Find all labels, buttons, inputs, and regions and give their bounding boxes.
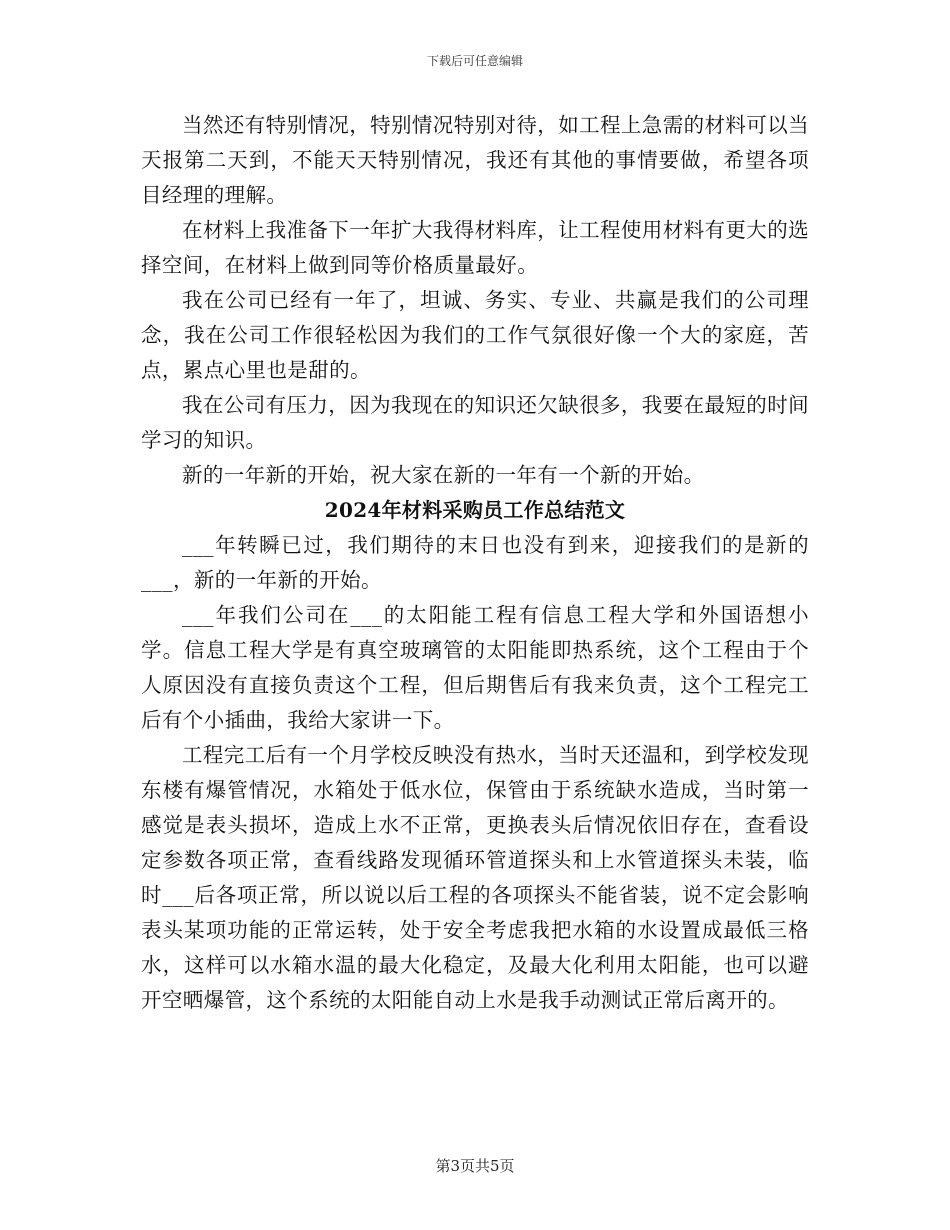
page-header: 下载后可任意编辑 (426, 54, 523, 68)
page-number-footer: 第3页共5页 (435, 1157, 515, 1175)
paragraph: 新的一年新的开始，祝大家在新的一年有一个新的开始。 (182, 463, 705, 487)
paragraph: ___年我们公司在___的太阳能工程有信息工程大学和外国语想小学。信息工程大学是有真空玻璃管的太阳能即热系统，这个工程由于个人原因没有直接负责这个工程，但后期售后有我来负责，这个工程完工后有个小插曲，我给大家讲一下。 (141, 603, 809, 732)
paragraph: 当然还有特别情况，特别情况特别对待，如工程上急需的材料可以当天报第二天到，不能天天特别情况，我还有其他的事情要做，希望各项目经理的理解。 (141, 113, 809, 207)
paragraph: ___年转瞬已过，我们期待的末日也没有到来，迎接我们的是新的___，新的一年新的开始。 (141, 533, 809, 592)
paragraph: 工程完工后有一个月学校反映没有热水，当时天还温和，到学校发现东楼有爆管情况，水箱处于低水位，保管由于系统缺水造成，当时第一感觉是表头损坏，造成上水不正常，更换表头后情况依旧存在，查看设定参数各项正常，查看线路发现循环管道探头和上水管道探头未装，临时___后各项正常，所以说以后工程的各项探头不能省装，说不定会影响表头某项功能的正常运转，处于安全考虑我把水箱的水设置成最低三格水，这样可以水箱水温的最大化稳定，及最大化利用太阳能，也可以避开空晒爆管，这个系统的太阳能自动上水是我手动测试正常后离开的。 (141, 743, 809, 1012)
paragraph: 我在公司有压力，因为我现在的知识还欠缺很多，我要在最短的时间学习的知识。 (141, 393, 809, 452)
section-title: 2024年材料采购员工作总结范文 (324, 498, 626, 522)
paragraph: 我在公司已经有一年了，坦诚、务实、专业、共赢是我们的公司理念，我在公司工作很轻松因为我们的工作气氛很好像一个大的家庭，苦点，累点心里也是甜的。 (141, 288, 809, 382)
document-body (141, 108, 809, 1018)
paragraph: 在材料上我准备下一年扩大我得材料库，让工程使用材料有更大的选择空间，在材料上做到同等价格质量最好。 (141, 218, 809, 277)
